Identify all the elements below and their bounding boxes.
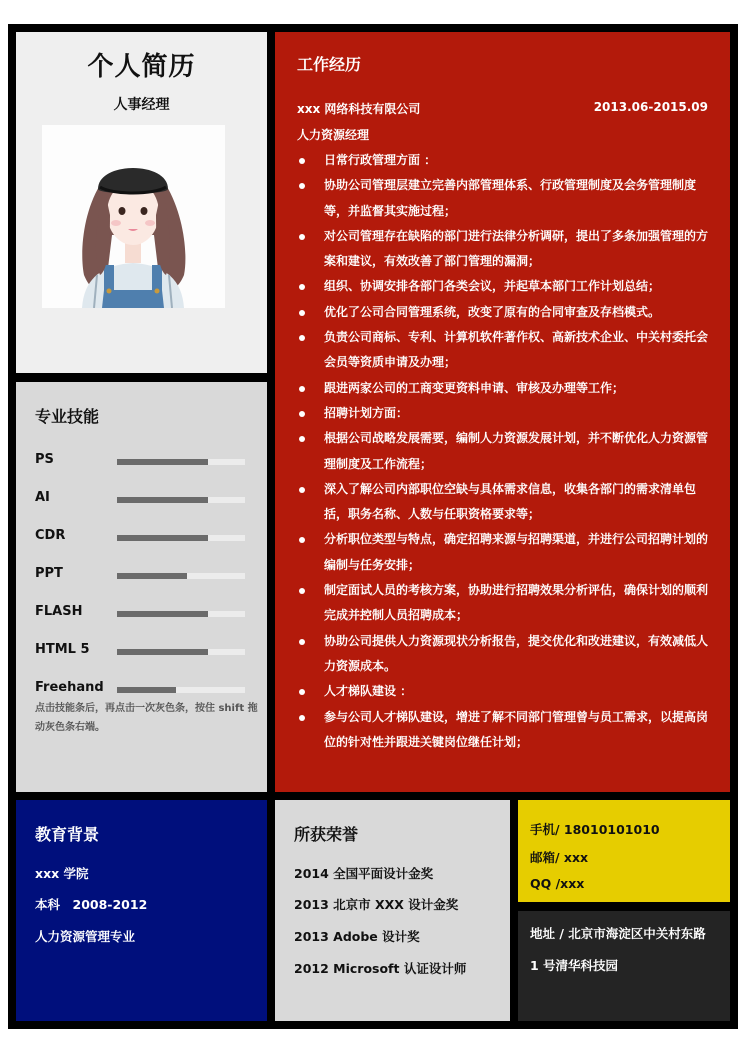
work-duties-list	[297, 148, 715, 755]
duty-text: 协助公司管理层建立完善内部管理体系、行政管理制度及会务管理制度等，并监督其实施过程；	[324, 178, 697, 218]
skill-name: AI	[35, 490, 50, 505]
bullet-icon	[299, 234, 305, 240]
address-line-1: 地址 / 北京市海淀区中关村东路	[530, 926, 706, 941]
avatar	[42, 125, 225, 308]
skill-row-flash	[35, 604, 255, 624]
bullet-icon	[299, 335, 305, 341]
skill-bar-track[interactable]	[117, 535, 245, 541]
degree-period: 本科 2008-2012	[35, 897, 148, 912]
skill-bar-track[interactable]	[117, 497, 245, 503]
skill-bar-fill[interactable]	[117, 611, 208, 617]
duty-text: 参与公司人才梯队建设，增进了解不同部门管理曾与员工需求，以提高岗位的针对性并跟进关键岗位继任计划；	[324, 709, 709, 749]
skill-bar-track[interactable]	[117, 573, 245, 579]
honors-heading: 所获荣誉	[294, 825, 359, 844]
company-name: xxx 网络科技有限公司	[297, 102, 421, 116]
list-item	[297, 527, 715, 578]
bullet-icon	[299, 588, 305, 594]
work-period: 2013.06-2015.09	[593, 100, 708, 114]
bullet-icon	[299, 386, 305, 392]
duty-text: 深入了解公司内部职位空缺与具体需求信息，收集各部门的需求清单包括，职务名称、人数与任职资格要求等；	[324, 481, 697, 522]
list-item	[297, 426, 715, 477]
skill-row-freehand	[35, 680, 255, 700]
honor-item: 2013 Adobe 设计奖	[294, 929, 420, 944]
duty-text: 负责公司商标、专利、计算机软件著作权、高新技术企业、中关村委托会会员等资质申请及办理；	[324, 330, 709, 370]
honors-panel	[275, 800, 510, 1021]
major: 人力资源管理专业	[35, 929, 136, 944]
skill-name: HTML 5	[35, 642, 90, 657]
list-item	[297, 477, 715, 528]
skill-name: Freehand	[35, 680, 104, 695]
duty-text: 人才梯队建设 ：	[324, 684, 413, 699]
skill-row-ps	[35, 452, 255, 472]
skill-bar-fill[interactable]	[117, 497, 208, 503]
list-item	[297, 401, 715, 426]
email: 邮箱/ xxx	[530, 850, 589, 865]
skill-bar-fill[interactable]	[117, 649, 208, 655]
list-item	[297, 679, 715, 704]
school-name: xxx 学院	[35, 866, 89, 881]
list-item	[297, 300, 715, 325]
duty-text: 制定面试人员的考核方案，协助进行招聘效果分析评估，确保计划的顺利完成并控制人员招聘成本；	[324, 583, 709, 623]
phone: 手机/ 18010101010	[530, 822, 660, 837]
skill-bar-fill[interactable]	[117, 535, 208, 541]
bullet-icon	[299, 284, 305, 290]
portrait-illustration-icon	[42, 125, 225, 308]
skill-name: PPT	[35, 566, 63, 581]
duty-text: 跟进两家公司的工商变更资料申请、审核及办理等工作；	[324, 380, 625, 395]
skill-bar-track[interactable]	[117, 649, 245, 655]
duty-text: 日常行政管理方面 ：	[324, 153, 437, 167]
list-item	[297, 705, 715, 756]
list-item	[297, 274, 715, 299]
skill-bar-fill[interactable]	[117, 687, 176, 693]
bullet-icon	[299, 639, 305, 645]
duty-text: 招聘计划方面：	[324, 405, 409, 420]
work-heading: 工作经历	[297, 55, 362, 74]
contact-panel	[518, 800, 730, 902]
honor-item: 2013 北京市 XXX 设计金奖	[294, 897, 459, 912]
skill-row-cdr	[35, 528, 255, 548]
duty-text: 组织、协调安排各部门各类会议，并起草本部门工作计划总结；	[324, 279, 661, 294]
duty-text: 根据公司战略发展需要，编制人力资源发展计划，并不断优化人力资源管理制度及工作流程；	[324, 431, 709, 471]
address-line-2: 1 号清华科技园	[530, 958, 619, 973]
honor-item: 2012 Microsoft 认证设计师	[294, 961, 467, 976]
bullet-icon	[299, 487, 305, 493]
skill-name: CDR	[35, 528, 66, 543]
skills-hint: 点击技能条后，再点击一次灰色条，按住 shift 拖动灰色条右端。	[35, 703, 258, 733]
bullet-icon	[299, 183, 305, 189]
bullet-icon	[299, 310, 305, 316]
list-item	[297, 224, 715, 275]
honor-item: 2014 全国平面设计金奖	[294, 866, 434, 881]
skill-row-ppt	[35, 566, 255, 586]
skill-bar-track[interactable]	[117, 611, 245, 617]
address-panel	[518, 911, 730, 1021]
duty-text: 协助公司提供人力资源现状分析报告，提交优化和改进建议，有效减低人力资源成本。	[324, 633, 709, 673]
skill-bar-fill[interactable]	[117, 459, 208, 465]
skills-heading: 专业技能	[35, 407, 100, 426]
bullet-icon	[299, 715, 305, 721]
list-item	[297, 173, 715, 224]
duty-text: 优化了公司合同管理系统，改变了原有的合同审查及存档模式。	[324, 304, 661, 319]
education-panel	[16, 800, 267, 1021]
skill-row-ai	[35, 490, 255, 510]
list-item	[297, 629, 715, 680]
bullet-icon	[299, 158, 305, 164]
list-item	[297, 578, 715, 629]
skill-bar-track[interactable]	[117, 459, 245, 465]
skill-bar-fill[interactable]	[117, 573, 187, 579]
bullet-icon	[299, 411, 305, 417]
list-item	[297, 148, 715, 173]
list-item	[297, 376, 715, 401]
skill-name: PS	[35, 452, 54, 467]
skills-panel	[16, 382, 267, 792]
skill-name: FLASH	[35, 604, 83, 619]
bullet-icon	[299, 537, 305, 543]
profile-panel	[16, 32, 267, 373]
skill-row-html5	[35, 642, 255, 662]
education-heading: 教育背景	[35, 825, 100, 844]
skill-bar-track[interactable]	[117, 687, 245, 693]
work-role: 人力资源经理	[297, 128, 370, 142]
resume-title: 个人简历	[87, 52, 196, 82]
job-title: 人事经理	[113, 97, 170, 113]
duty-text: 分析职位类型与特点，确定招聘来源与招聘渠道，并进行公司招聘计划的编制与任务安排；	[324, 532, 709, 572]
bullet-icon	[299, 689, 305, 695]
duty-text: 对公司管理存在缺陷的部门进行法律分析调研，提出了多条加强管理的方案和建议，有效改善了部门管理的漏洞；	[324, 228, 709, 269]
list-item	[297, 325, 715, 376]
qq: QQ /xxx	[530, 876, 585, 891]
bullet-icon	[299, 436, 305, 442]
work-experience-panel	[275, 32, 730, 792]
